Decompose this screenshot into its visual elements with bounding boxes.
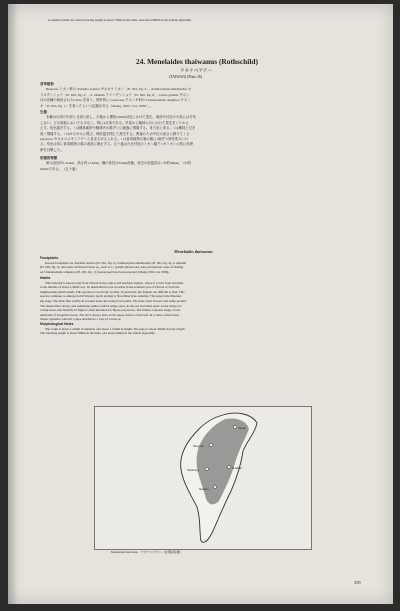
jp-line: しない。どの産地においても少なく，特に4月頃である。早春から晩秋11月にかけて発生をくりかえ <box>40 120 189 125</box>
map-label: Nantou <box>199 487 209 491</box>
jp-habits <box>40 110 365 153</box>
jp-morph <box>40 156 365 172</box>
en-line: The forewing length is about 58mm in the male, and about 62mm in the female (Igarashi). <box>40 331 156 336</box>
en-line: Known foodplants are Toddalia asiatica [Pl. 601, fig. 2], Zanthoxylum ailanthoides [Pl. 602, fig. 4], Z. nitidum <box>45 260 187 265</box>
en-morph <box>40 322 365 336</box>
jp-line: る。幼虫は常に食草植物の葉の表面に静止する。五十嵐は台北付近のミカン園で♀がミカンの枝に産卵 <box>40 142 194 147</box>
en-line: species continues to emerge from February (early spring) to November (late autumn). The pupa is the hibernat- <box>40 294 182 299</box>
jp-line: polyuctes やオオベニモンアゲハと見まちがえられる。♀は食草植物の葉の裏に1個ずつ卵を産みつけ <box>40 137 189 142</box>
en-habits-heading: Habits <box>40 276 51 280</box>
map-label: Taipei <box>238 426 246 430</box>
en-title: Menelaides thaiwanus <box>174 249 213 254</box>
jp-line: えす。幼虫越冬する。♀は樹林地帯や樹林内の路ぞいに緩速に飛翔する。また花に来る。♂は樹林上空を <box>40 126 196 131</box>
map-label: Taoyuan <box>193 444 205 448</box>
jp-line: ほか各種の栽培されたCitrus を食う。例外的に Lauraceae クスノキ科の Cinnamomum camphora クスノ <box>40 98 191 103</box>
page-number: 359 <box>354 580 361 585</box>
map-caption: Menelaides thaiwanus ワタナベアゲハ（台湾固有種） <box>111 550 183 554</box>
taiwan-map-svg <box>95 407 311 549</box>
en-foodplants <box>40 256 365 274</box>
species-subtitle: (TAIWAN) [Plate 26] <box>169 75 203 79</box>
jp-line: 卵を目撃した。 <box>40 147 64 152</box>
en-line: Taipei, Igarashi collected a pupa attached to a twig of Citrus sp. <box>40 317 122 322</box>
en-line: to the altitude of about 2,500m a.s.l. Its distribution is not recorded in the southern part of Taiwan or from the <box>40 285 180 290</box>
locality-dot <box>228 466 231 469</box>
jp-line: 本種は台湾の中部と北部に産し，平地から標高2500m付近にかけて発生。南部や付近の小島には分布 <box>46 115 196 120</box>
locality-dot <box>206 468 209 471</box>
jp-line: Rutaceae ミカン科の Toddalia asiatica サルカケミカン〔Pl. 601, fig. 2〕, Zanthoxylum ailanthoides カ <box>46 87 192 92</box>
en-line: underside of foodplant leaves. The larva always rests on the upper surface of the leaf. In a citrus orchard near <box>40 312 180 317</box>
en-line: conspicuous, this butterfly in flight is often mistaken for Byasa polyeuctes. The female oviposits singly on the <box>40 308 181 313</box>
en-foodplants-heading: Foodplants <box>40 256 59 260</box>
jp-line: ラスザンショウ〔Pl. 602, fig. 4〕, Z. nitidum テリハザンショウ〔Pl. 602, fig. 6〕, Citrus grandis ザボン <box>40 92 190 97</box>
locality-dot <box>210 444 213 447</box>
en-line: on Cinnamomum camphora [Pl. 605, fig. 1] (Lauraceae) have been reported (Zhang 1963, Cai 1986). <box>40 269 170 274</box>
en-habits <box>40 276 365 322</box>
jp-foodplant-heading: 食草植物 <box>40 82 54 86</box>
jp-line: 卵は直径約1.41mm，高さ約1.12mm。蛹の体長は32mm前後。成虫の前翅長は♂が約58mm，♀が約 <box>46 161 192 166</box>
map-label: Taichung <box>187 468 200 472</box>
jp-morph-heading: 形態的特徴 <box>40 156 58 160</box>
jp-foodplant <box>40 82 365 109</box>
jp-line: キ〔Pl. 605, fig. 1〕を食ったという記録がある（Zhang, 1963 ; Cai, 1986）。 <box>40 103 153 108</box>
jp-habits-heading: 生態 <box>40 110 47 114</box>
en-line: ing stage. The male flies swiftly in wooded areas and along forest paths. The male visits flowers and damp ground. <box>40 298 187 303</box>
species-kana: ワタナベアゲハ <box>180 68 212 73</box>
jp-line: 高く飛翔する。♂はゆるやかに飛び，時折翅を閉じて滑空する。吸蜜のため中位の高さに降りてくる <box>40 131 190 136</box>
en-line: [Pl. 602, fig. 6], and some cultivated Citrus sp., such as C. grandis (Rutaceae). Also exceptional cases of feeding <box>40 265 184 270</box>
book-page <box>8 4 393 604</box>
species-title: 24. Menelaides thaiwanus (Rothschild) <box>136 57 258 66</box>
en-line: This butterfly is known only from Taiwan in the central and northern regions, where it occurs from lowlands <box>45 280 184 285</box>
map-label: Hualien <box>232 466 243 470</box>
locality-dot <box>214 486 217 489</box>
en-line: The female flies slowly, and sometimes glides with its wings open. As the red and white spots on the wings are <box>40 303 182 308</box>
header-line: as Anthos Island, the adult forewing length is about 75mm in the male, and about 88mm in the female (Igarashi) <box>48 18 192 22</box>
en-morph-heading: Morphological Notes <box>40 322 74 326</box>
en-line: neighbouring small islands. This species is rare in any locality. In particular, the females are difficult to find. This <box>40 289 185 294</box>
en-line: The ovum is about 1.41mm in diameter and about 1.12mm in height. The pupa is about 32mm in body length. <box>45 326 186 331</box>
locality-dot <box>234 426 237 429</box>
jp-line: 62mmである。（五十嵐） <box>40 166 79 171</box>
distribution-map <box>94 406 312 550</box>
